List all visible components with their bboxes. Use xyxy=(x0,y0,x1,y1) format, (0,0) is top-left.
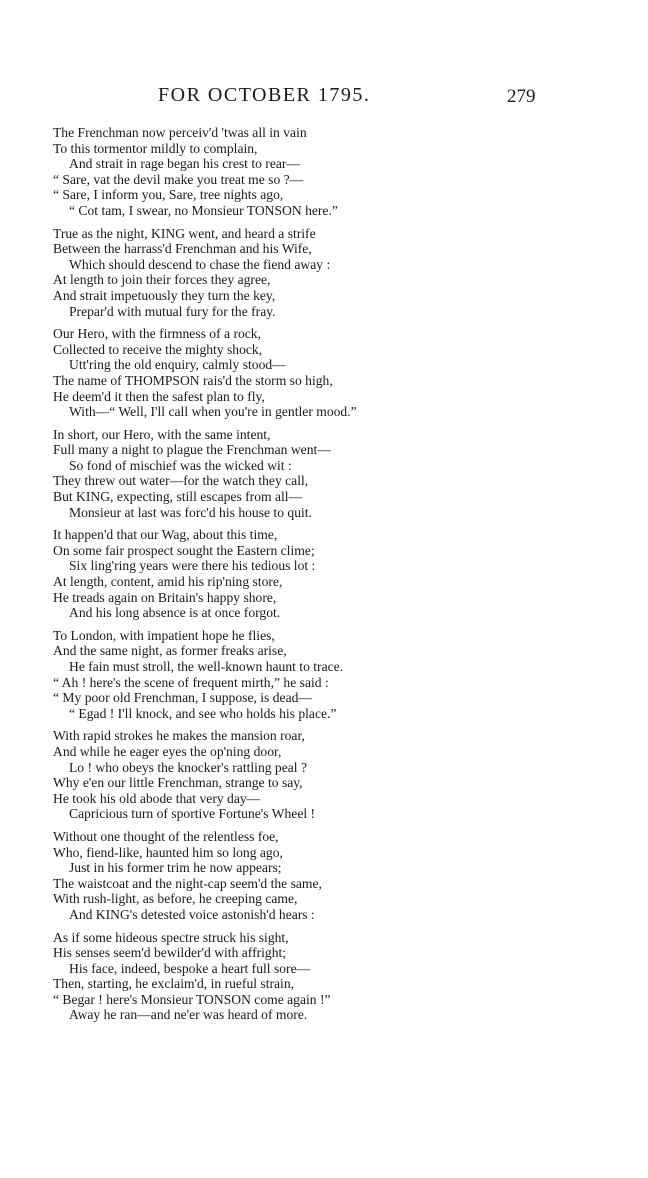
poem-line: They threw out water—for the watch they call, xyxy=(53,473,309,489)
poem-line: Between the harrass'd Frenchman and his Wife, xyxy=(53,241,312,257)
poem-line: “ Begar ! here's Monsieur TONSON come again !” xyxy=(53,991,331,1007)
poem-line: His face, indeed, bespoke a heart full sore— xyxy=(69,960,311,976)
poem-line: Away he ran—and ne'er was heard of more. xyxy=(69,1007,308,1023)
poem-line: The waistcoat and the night-cap seem'd the same, xyxy=(53,875,322,891)
poem-line: He deem'd it then the safest plan to fly, xyxy=(53,388,265,404)
poem-line: The name of THOMPSON rais'd the storm so high, xyxy=(53,372,333,388)
poem-line: Who, fiend-like, haunted him so long ago, xyxy=(53,844,283,860)
poem-line: Six ling'ring years were there his tedious lot : xyxy=(69,558,316,574)
poem-line: “ Ah ! here's the scene of frequent mirth,” he said : xyxy=(53,674,329,690)
stanza xyxy=(53,125,613,219)
poem-line: Lo ! who obeys the knocker's rattling peal ? xyxy=(69,759,308,775)
poem-line: He treads again on Britain's happy shore, xyxy=(53,589,277,605)
poem-line: To this tormentor mildly to complain, xyxy=(53,140,258,156)
poem-line: And the same night, as former freaks arise, xyxy=(53,643,287,659)
poem-line: It happen'd that our Wag, about this time, xyxy=(53,527,278,543)
page-number: 279 xyxy=(507,86,536,107)
stanza xyxy=(53,829,613,923)
poem-line: And strait impetuously they turn the key, xyxy=(53,287,276,303)
running-title: FOR OCTOBER 1795. xyxy=(158,84,371,106)
stanza xyxy=(53,226,613,320)
poem-line: Which should descend to chase the fiend away : xyxy=(69,256,331,272)
poem-line: As if some hideous spectre struck his sight, xyxy=(53,929,289,945)
poem-line: Utt'ring the old enquiry, calmly stood— xyxy=(69,357,286,373)
poem-line: At length, content, amid his rip'ning store, xyxy=(53,574,283,590)
poem-line: Then, starting, he exclaim'd, in rueful strain, xyxy=(53,976,295,992)
stanza xyxy=(53,728,613,822)
poem-line: He fain must stroll, the well-known haunt to trace. xyxy=(69,659,344,674)
poem-line: Collected to receive the mighty shock, xyxy=(53,341,263,357)
poem-line: With—“ Well, I'll call when you're in gentler mood.” xyxy=(69,404,357,420)
poem-line: True as the night, KING went, and heard a strife xyxy=(53,225,316,241)
stanza xyxy=(53,427,613,521)
poem-line: Monsieur at last was forc'd his house to quit. xyxy=(69,504,312,520)
poem-line: To London, with impatient hope he flies, xyxy=(53,627,275,643)
page-header xyxy=(0,84,648,114)
poem-line: And strait in rage began his crest to rear— xyxy=(69,156,301,172)
poem-line: And while he eager eyes the op'ning door, xyxy=(53,743,282,759)
poem-line: “ Cot tam, I swear, no Monsieur TONSON here.” xyxy=(69,202,338,218)
poem-line: “ My poor old Frenchman, I suppose, is dead— xyxy=(53,690,312,706)
poem-line: “ Sare, vat the devil make you treat me so ?— xyxy=(53,171,304,187)
poem-line: Capricious turn of sportive Fortune's Wheel ! xyxy=(69,806,316,822)
stanza xyxy=(53,326,613,420)
poem-line: Just in his former trim he now appears; xyxy=(69,860,282,876)
poem-line: With rapid strokes he makes the mansion roar, xyxy=(53,728,305,744)
stanza xyxy=(53,527,613,621)
poem-line: So fond of mischief was the wicked wit : xyxy=(69,457,292,473)
poem-line: The Frenchman now perceiv'd 'twas all in vain xyxy=(53,125,307,140)
poem-line: On some fair prospect sought the Eastern clime; xyxy=(53,542,315,558)
poem-line: “ Sare, I inform you, Sare, tree nights ago, xyxy=(53,187,284,203)
poem-line: And his long absence is at once forgot. xyxy=(69,605,281,621)
poem-line: His senses seem'd bewilder'd with affright; xyxy=(53,945,287,961)
poem-line: Why e'en our little Frenchman, strange to say, xyxy=(53,775,303,791)
poem-line: At length to join their forces they agree, xyxy=(53,272,271,288)
poem-line: Prepar'd with mutual fury for the fray. xyxy=(69,303,276,319)
poem-line: But KING, expecting, still escapes from all— xyxy=(53,489,303,505)
poem-line: He took his old abode that very day— xyxy=(53,790,261,806)
poem-line: “ Egad ! I'll knock, and see who holds his place.” xyxy=(69,705,337,721)
poem-line: In short, our Hero, with the same intent, xyxy=(53,426,271,442)
poem-line: And KING's detested voice astonish'd hears : xyxy=(69,906,315,922)
poem-line: Our Hero, with the firmness of a rock, xyxy=(53,326,262,342)
poem-line: Without one thought of the relentless foe, xyxy=(53,828,279,844)
stanza xyxy=(53,628,613,722)
poem-line: With rush-light, as before, he creeping came, xyxy=(53,891,298,907)
poem-line: Full many a night to plague the Frenchman went— xyxy=(53,442,331,458)
stanza xyxy=(53,930,613,1024)
poem-body xyxy=(53,125,613,1030)
